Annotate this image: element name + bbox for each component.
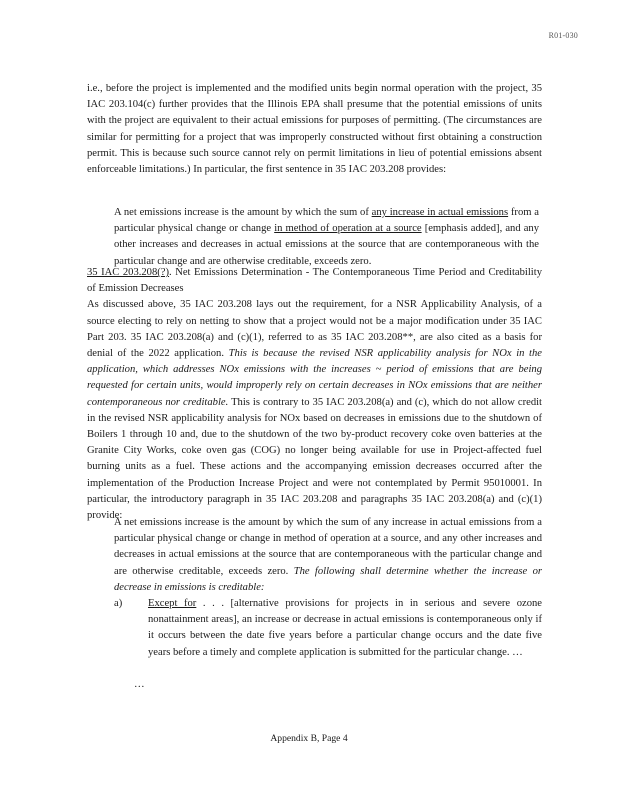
section-body <box>87 297 542 524</box>
list-item-a-content <box>148 596 542 661</box>
section-heading-title: . Net Emissions Determination - The Contemporaneous Time Period and Creditability of Emission Decreases <box>87 267 542 295</box>
section-heading-ref: 35 IAC 203.208(?) <box>87 267 170 278</box>
section-heading <box>87 265 542 297</box>
quote2-text <box>114 515 542 596</box>
list-item-a-text: . . . [alternative provisions for projects in in serious and severe ozone nonattainment areas], an increase or decrease in actual emissions is contemporaneous only if it occurs between the date five years before a particular change occurs and the date five years before a timely and complete application is submitted for the particular change. … <box>148 598 542 658</box>
paragraph-intro <box>87 81 542 178</box>
block-quote-text <box>114 205 539 270</box>
page-footer: Appendix B, Page 4 <box>270 733 348 744</box>
paragraph-intro-text: i.e., before the project is implemented and the modified units begin normal operation with the project, 35 IAC 203.104(c) further provides that the Illinois EPA shall presume that the potential emissions of units with the project are equivalent to their actual emissions for purposes of permitting. (The circumstances are similar for permitting for a project that was improperly constructed without first obtaining a construction permit. This is because such source cannot rely on permit limitations in lieu of potential emissions absent enforceable limitations.) In particular, the first sentence in 35 IAC 203.208 provides: <box>87 83 542 176</box>
block-quote-203-208 <box>114 205 539 270</box>
quote1-lead: A net emissions increase is the amount by which the sum of <box>114 207 372 218</box>
document-id: R01-030 <box>548 31 578 40</box>
ellipsis: … <box>134 679 145 690</box>
list-item-a-marker: a) <box>114 598 123 609</box>
quote1-tail: [emphasis added], and any other increases and decreases in actual emissions at the source that are contemporaneous with the particular change and are otherwise creditable, exceeds zero. <box>114 223 540 267</box>
section-net-emissions <box>87 265 542 524</box>
list-item-a-lead: Except for <box>148 598 197 609</box>
quote1-underlined-2: in method of operation at a source <box>274 223 422 235</box>
section-body-italic: This is because the revised NSR applicability analysis for NOx in the application, which addresses NOx emissions with the increases ~ period of emissions that are being requested for certain units, would improperly rely on certain decreases in NOx emissions that are neither contemporaneous nor creditable. <box>87 348 542 408</box>
quote1-mid: from a particular physical change or change <box>114 207 539 235</box>
quote1-underlined-1: any increase in actual emissions <box>371 207 509 218</box>
quote2-lead: A net emissions increase is the amount by which the sum of any increase in actual emissions from a particular physical change or change in method of operation at a source, and any other increases and decreases in actual emissions at the source that are contemporaneous with the particular change and are otherwise creditable, exceeds zero. <box>114 517 542 577</box>
quote2-tail: The following shall determine whether the increase or decrease in emissions is creditable: <box>114 565 543 593</box>
list-item-a <box>114 596 542 661</box>
block-quote-net-increase <box>114 515 542 596</box>
section-body-tail: This is contrary to 35 IAC 203.208(a) and (c), which do not allow credit in the revised NSR applicability analysis for NOx based on decreases in emissions due to the shutdown of Boilers 1 through 10 and, due to the shutdown of the two by-product recovery coke oven batteries at the Granite City Works, coke oven gas (COG) no longer being available for use in Project-affected fuel burning units as a fuel. These actions and the accompanying emission decreases occurred after the implementation of the Production Increase Project and were not contemplated by Permit 95010001. In particular, the introductory paragraph in 35 IAC 203.208 and paragraphs 35 IAC 203.208(a) and (c)(1) provide: <box>87 396 543 522</box>
section-body-lead: As discussed above, 35 IAC 203.208 lays out the requirement, for a NSR Applicability Analysis, of a source electing to rely on netting to show that a project would not be a major modification under 35 IAC Part 203. 35 IAC 203.208(a) and (c)(1), referred to as 35 IAC 203.208**, are also cited as a basis for denial of the 2022 application. <box>87 299 542 360</box>
